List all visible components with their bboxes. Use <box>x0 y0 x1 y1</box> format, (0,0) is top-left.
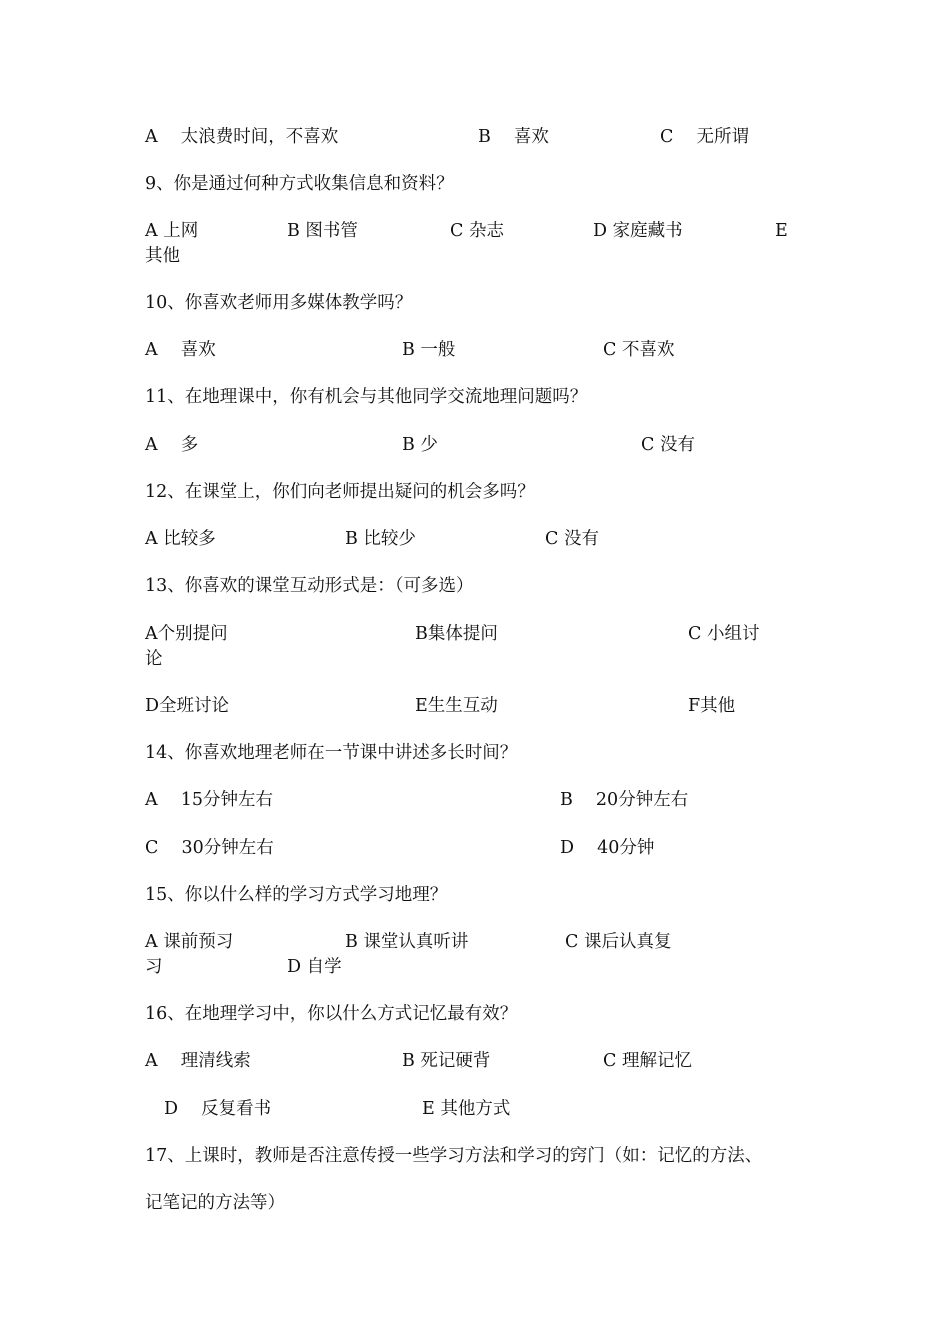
q9-option-e: E <box>775 221 788 241</box>
q15-option-b: B 课堂认真听讲 <box>345 932 469 952</box>
q9-option-d: D 家庭藏书 <box>593 221 683 241</box>
q11-option-a: A 多 <box>145 435 199 455</box>
q13-option-c: C 小组讨 <box>688 624 760 644</box>
q12-option-a: A 比较多 <box>145 529 216 549</box>
q8-option-c: C 无所谓 <box>660 127 749 147</box>
q15-option-c-wrap: 习 <box>145 957 163 977</box>
q11-option-c: C 没有 <box>641 435 695 455</box>
q9-option-b: B 图书管 <box>287 221 358 241</box>
q13-option-f: F其他 <box>688 696 736 716</box>
q17-question-line1: 17、上课时，教师是否注意传授一些学习方法和学习的窍门（如：记忆的方法、 <box>145 1146 763 1166</box>
q12-option-b: B 比较少 <box>345 529 416 549</box>
q10-question: 10、你喜欢老师用多媒体教学吗？ <box>145 293 413 313</box>
q13-option-a: A个别提问 <box>145 624 228 644</box>
q14-option-b: B 20分钟左右 <box>560 790 689 810</box>
q14-option-d: D 40分钟 <box>560 838 655 858</box>
q15-option-a: A 课前预习 <box>145 932 234 952</box>
q15-question: 15、你以什么样的学习方式学习地理？ <box>145 885 448 905</box>
q16-option-e: E 其他方式 <box>422 1099 511 1119</box>
q13-option-b: B集体提问 <box>415 624 498 644</box>
q12-option-c: C 没有 <box>545 529 599 549</box>
q13-option-c-wrap: 论 <box>145 649 163 669</box>
q16-option-d: D 反复看书 <box>164 1099 272 1119</box>
q10-option-b: B 一般 <box>402 340 456 360</box>
q9-question: 9、你是通过何种方式收集信息和资料？ <box>145 174 454 194</box>
q16-option-b: B 死记硬背 <box>402 1051 491 1071</box>
q10-option-a: A 喜欢 <box>145 340 216 360</box>
q16-option-c: C 理解记忆 <box>603 1051 692 1071</box>
q13-option-d: D全班讨论 <box>145 696 230 716</box>
q9-option-c: C 杂志 <box>450 221 504 241</box>
q13-question: 13、你喜欢的课堂互动形式是：（可多选） <box>145 576 474 596</box>
q14-option-c: C 30分钟左右 <box>145 838 274 858</box>
q17-question-line2: 记笔记的方法等） <box>145 1193 285 1213</box>
q13-option-e: E生生互动 <box>415 696 498 716</box>
q9-option-a: A 上网 <box>145 221 199 241</box>
q11-question: 11、在地理课中，你有机会与其他同学交流地理问题吗？ <box>145 387 588 407</box>
q14-question: 14、你喜欢地理老师在一节课中讲述多长时间？ <box>145 743 518 763</box>
q8-option-a: A 太浪费时间，不喜欢 <box>145 127 339 147</box>
q16-question: 16、在地理学习中，你以什么方式记忆最有效？ <box>145 1004 518 1024</box>
q16-option-a: A 理清线索 <box>145 1051 251 1071</box>
q11-option-b: B 少 <box>402 435 438 455</box>
q15-option-c: C 课后认真复 <box>565 932 672 952</box>
q15-option-d: D 自学 <box>287 957 342 977</box>
q10-option-c: C 不喜欢 <box>603 340 675 360</box>
q8-option-b: B 喜欢 <box>478 127 549 147</box>
q12-question: 12、在课堂上，你们向老师提出疑问的机会多吗？ <box>145 482 535 502</box>
q14-option-a: A 15分钟左右 <box>145 790 273 810</box>
q9-option-e-text: 其他 <box>145 246 180 266</box>
